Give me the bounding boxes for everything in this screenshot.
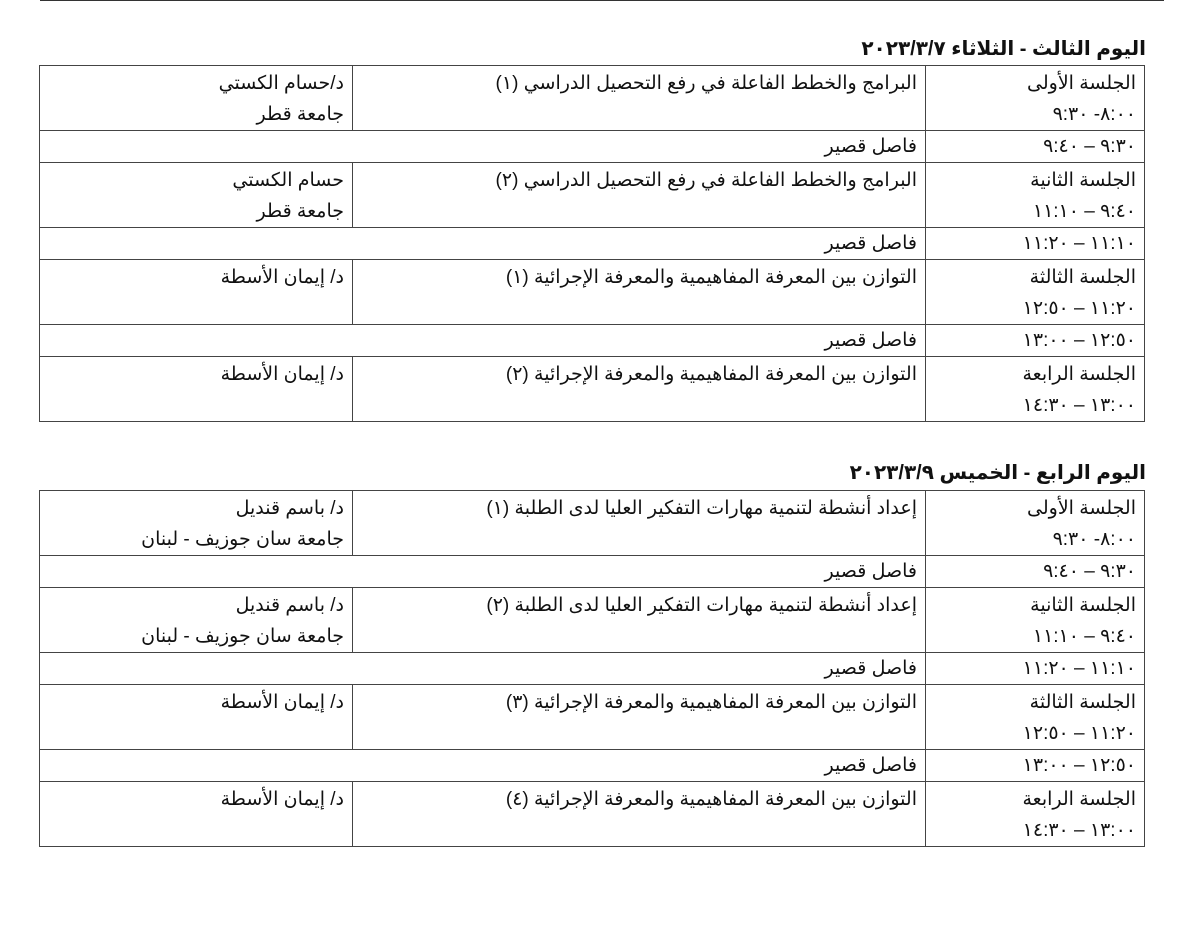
day-4-schedule-table: [39, 490, 1145, 847]
break-time-cell: ١٢:٥٠ – ١٣:٠٠: [926, 750, 1145, 782]
day-3-schedule-table: [39, 65, 1145, 422]
session-name: الجلسة الرابعة: [1022, 789, 1136, 810]
table-row: [40, 228, 1145, 260]
presenter-cell: [40, 163, 353, 228]
session-cell: [926, 685, 1145, 750]
session-time: ١٣:٠٠ – ١٤:٣٠: [1022, 820, 1136, 841]
table-row: [40, 653, 1145, 685]
presenter-name: د/ باسم قنديل: [235, 595, 344, 616]
table-row: [40, 750, 1145, 782]
table-row: [40, 163, 1145, 228]
break-time-cell: ٩:٣٠ – ٩:٤٠: [926, 556, 1145, 588]
session-cell: [926, 491, 1145, 556]
session-time: ١١:٢٠ – ١٢:٥٠: [1022, 723, 1136, 744]
topic-cell: [353, 588, 926, 653]
table-row: [40, 325, 1145, 357]
table-row: [40, 491, 1145, 556]
topic-cell: [353, 66, 926, 131]
session-cell: [926, 163, 1145, 228]
presenter-name: د/حسام الكستي: [218, 73, 344, 94]
presenter-cell: [40, 782, 353, 847]
session-time: ٩:٤٠ – ١١:١٠: [1032, 626, 1136, 647]
top-divider: [40, 0, 1164, 1]
topic-cell: [353, 163, 926, 228]
presenter-cell: [40, 685, 353, 750]
session-name: الجلسة الأولى: [1027, 73, 1136, 94]
session-name: الجلسة الثالثة: [1029, 267, 1136, 288]
session-cell: [926, 66, 1145, 131]
presenter-name: د/ إيمان الأسطة: [220, 364, 344, 385]
presenter-name: د/ إيمان الأسطة: [220, 267, 344, 288]
break-time-cell: ١١:١٠ – ١١:٢٠: [926, 228, 1145, 260]
presenter-cell: [40, 491, 353, 556]
topic-cell: [353, 782, 926, 847]
table-row: [40, 556, 1145, 588]
break-time-cell: ٩:٣٠ – ٩:٤٠: [926, 131, 1145, 163]
topic-cell: [353, 685, 926, 750]
session-cell: [926, 782, 1145, 847]
presenter-name: د/ إيمان الأسطة: [220, 789, 344, 810]
session-time: ١١:٢٠ – ١٢:٥٠: [1022, 298, 1136, 319]
session-topic: إعداد أنشطة لتنمية مهارات التفكير العليا لدى الطلبة (٢): [486, 595, 917, 616]
session-time: ٩:٤٠ – ١١:١٠: [1032, 201, 1136, 222]
topic-cell: [353, 357, 926, 422]
session-name: الجلسة الرابعة: [1022, 364, 1136, 385]
session-topic: البرامج والخطط الفاعلة في رفع التحصيل الدراسي (٢): [495, 170, 917, 191]
presenter-affiliation: جامعة سان جوزيف - لبنان: [141, 529, 344, 550]
session-topic: التوازن بين المعرفة المفاهيمية والمعرفة الإجرائية (٤): [505, 789, 917, 810]
break-time-cell: ١١:١٠ – ١١:٢٠: [926, 653, 1145, 685]
session-name: الجلسة الأولى: [1027, 498, 1136, 519]
session-cell: [926, 260, 1145, 325]
break-label-cell: فاصل قصير: [40, 131, 926, 163]
presenter-cell: [40, 588, 353, 653]
table-row: [40, 66, 1145, 131]
session-cell: [926, 588, 1145, 653]
presenter-affiliation: جامعة سان جوزيف - لبنان: [141, 626, 344, 647]
presenter-affiliation: جامعة قطر: [256, 201, 344, 222]
day-4-heading: اليوم الرابع - الخميس ٢٠٢٣/٣/٩: [849, 462, 1146, 484]
topic-cell: [353, 491, 926, 556]
break-label-cell: فاصل قصير: [40, 750, 926, 782]
topic-cell: [353, 260, 926, 325]
session-time: ٨:٠٠- ٩:٣٠: [1052, 529, 1136, 550]
session-cell: [926, 357, 1145, 422]
presenter-name: حسام الكستي: [232, 170, 344, 191]
session-topic: البرامج والخطط الفاعلة في رفع التحصيل الدراسي (١): [495, 73, 917, 94]
table-row: [40, 782, 1145, 847]
table-row: [40, 685, 1145, 750]
break-label-cell: فاصل قصير: [40, 325, 926, 357]
presenter-cell: [40, 260, 353, 325]
table-row: [40, 260, 1145, 325]
table-row: [40, 357, 1145, 422]
presenter-affiliation: جامعة قطر: [256, 104, 344, 125]
break-label-cell: فاصل قصير: [40, 556, 926, 588]
session-time: ١٣:٠٠ – ١٤:٣٠: [1022, 395, 1136, 416]
session-topic: التوازن بين المعرفة المفاهيمية والمعرفة الإجرائية (٢): [505, 364, 917, 385]
table-row: [40, 588, 1145, 653]
presenter-name: د/ إيمان الأسطة: [220, 692, 344, 713]
session-topic: التوازن بين المعرفة المفاهيمية والمعرفة الإجرائية (١): [505, 267, 917, 288]
break-label-cell: فاصل قصير: [40, 228, 926, 260]
break-time-cell: ١٢:٥٠ – ١٣:٠٠: [926, 325, 1145, 357]
day-3-heading: اليوم الثالث - الثلاثاء ٢٠٢٣/٣/٧: [861, 38, 1146, 60]
presenter-cell: [40, 66, 353, 131]
table-row: [40, 131, 1145, 163]
session-topic: إعداد أنشطة لتنمية مهارات التفكير العليا لدى الطلبة (١): [486, 498, 917, 519]
session-time: ٨:٠٠- ٩:٣٠: [1052, 104, 1136, 125]
session-name: الجلسة الثانية: [1030, 170, 1136, 191]
presenter-name: د/ باسم قنديل: [235, 498, 344, 519]
session-name: الجلسة الثالثة: [1029, 692, 1136, 713]
session-name: الجلسة الثانية: [1030, 595, 1136, 616]
session-topic: التوازن بين المعرفة المفاهيمية والمعرفة الإجرائية (٣): [505, 692, 917, 713]
presenter-cell: [40, 357, 353, 422]
break-label-cell: فاصل قصير: [40, 653, 926, 685]
